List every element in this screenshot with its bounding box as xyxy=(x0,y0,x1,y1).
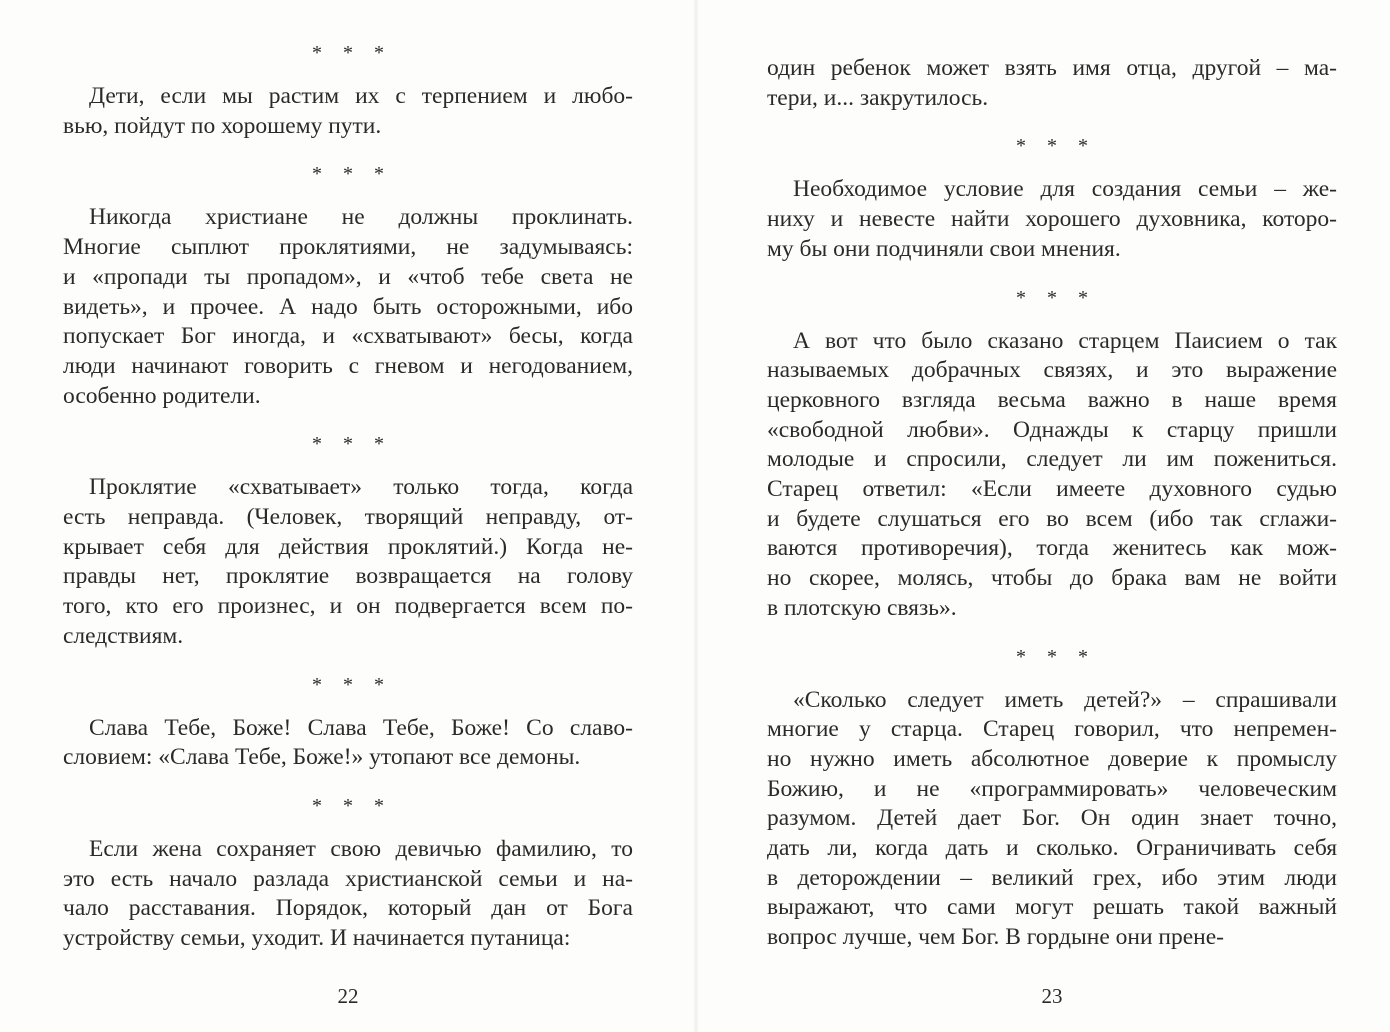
block-spacer xyxy=(767,672,1337,686)
text-line: словием: «Слава Тебе, Боже!» утопают все демоны. xyxy=(63,744,581,771)
text-line: есть неправда. (Человек, творящий неправду, от- xyxy=(63,504,633,531)
text-line: это есть начало разлада христианской семьи и на- xyxy=(63,865,633,892)
text-line: Если жена сохраняет свою девичью фамилию, то xyxy=(89,835,633,862)
block-spacer xyxy=(63,700,633,714)
text-line: и будете слушаться его во всем (ибо так сглажи- xyxy=(767,505,1337,532)
page-number-right: 23 xyxy=(1041,984,1063,1008)
text-line: но нужно иметь абсолютное доверие к промыслу xyxy=(767,745,1337,772)
text-line: вью, пойдут по хорошему пути. xyxy=(63,112,382,139)
text-line: разумом. Детей дает Бог. Он один знает точно, xyxy=(767,805,1337,832)
text-line: Многие сыплют проклятиями, не задумываясь: xyxy=(63,234,633,261)
text-line: Проклятие «схватывает» только тогда, когда xyxy=(89,474,633,501)
block-spacer xyxy=(63,68,633,82)
text-line: выражают, что сами могут решать такой важный xyxy=(767,894,1337,921)
text-line: Старец ответил: «Если имеете духовного судью xyxy=(767,476,1337,503)
block-spacer xyxy=(767,265,1337,283)
text-line: молодые и спросили, следует ли им пожениться. xyxy=(767,446,1337,473)
text-line: дать ли, когда дать и сколько. Ограничивать себя xyxy=(767,835,1337,862)
left-page xyxy=(63,0,633,1032)
paragraph xyxy=(767,54,1337,113)
text-line: Необходимое условие для создания семьи – же- xyxy=(793,176,1337,203)
text-line: видеть», и прочее. А надо быть осторожными, ибо xyxy=(63,293,633,320)
text-line: многие у старца. Старец говорил, что непремен- xyxy=(767,716,1337,743)
text-line: правды нет, проклятие возвращается на голову xyxy=(63,563,633,590)
text-line: Слава Тебе, Боже! Слава Тебе, Боже! Со славо- xyxy=(89,714,633,741)
section-separator: * * * xyxy=(312,42,392,64)
paragraph xyxy=(767,686,1337,953)
text-line: один ребенок может взять имя отца, другой – ма- xyxy=(767,55,1337,81)
block-spacer xyxy=(63,773,633,791)
block-spacer xyxy=(767,624,1337,642)
paragraph xyxy=(63,82,633,141)
text-line: но скорее, молясь, чтобы до брака вам не войти xyxy=(767,565,1337,592)
text-line: А вот что было сказано старцем Паисием о так xyxy=(793,327,1337,354)
book-gutter xyxy=(693,0,699,1032)
block-spacer xyxy=(767,113,1337,131)
block-spacer xyxy=(63,821,633,835)
text-line: особенно родители. xyxy=(63,382,261,409)
paragraph xyxy=(767,327,1337,624)
text-line: того, кто его произнес, и он подвергается всем по- xyxy=(63,593,633,620)
text-line: устройству семьи, уходит. И начинается путаница: xyxy=(63,925,571,952)
text-line: Божию, и не «программировать» человеческим xyxy=(767,775,1337,802)
section-separator: * * * xyxy=(1016,135,1096,158)
block-spacer xyxy=(63,141,633,159)
block-spacer xyxy=(63,459,633,473)
section-separator: * * * xyxy=(1016,645,1096,668)
text-line: называемых добрачных связях, и это выражение xyxy=(767,357,1337,384)
paragraph xyxy=(63,835,633,954)
block-spacer xyxy=(767,161,1337,175)
paragraph xyxy=(63,714,633,773)
section-separator: * * * xyxy=(1016,286,1096,309)
text-line: церковного взгляда весьма важно в наше время xyxy=(767,386,1337,413)
text-line: попускает Бог иногда, и «схватывают» бесы, когда xyxy=(63,323,633,350)
paragraph xyxy=(63,203,633,411)
block-spacer xyxy=(63,652,633,670)
page-number-left: 22 xyxy=(337,984,359,1008)
text-line: крывает себя для действия проклятий.) Когда не- xyxy=(63,533,633,560)
section-separator: * * * xyxy=(312,794,392,817)
text-line: в деторождении – великий грех, ибо этим люди xyxy=(767,864,1337,891)
text-line: ниху и невесте найти хорошего духовника, которо- xyxy=(767,206,1337,233)
text-line: «Сколько следует иметь детей?» – спрашивали xyxy=(793,686,1337,713)
text-line: Дети, если мы растим их с терпением и любо- xyxy=(89,83,633,109)
text-line: в плотскую связь». xyxy=(767,594,957,621)
text-line: тери, и... закрутилось. xyxy=(767,84,989,111)
right-page-content xyxy=(767,54,1337,953)
text-line: му бы они подчиняли свои мнения. xyxy=(767,235,1121,262)
block-spacer xyxy=(63,411,633,429)
text-line: следствиям. xyxy=(63,622,184,649)
text-line: вопрос лучше, чем Бог. В гордыне они прене- xyxy=(767,924,1224,951)
text-line: чало расставания. Порядок, который дан от Бога xyxy=(63,895,633,922)
section-separator: * * * xyxy=(312,433,392,456)
paragraph xyxy=(63,473,633,651)
section-separator: * * * xyxy=(312,673,392,696)
block-spacer xyxy=(767,313,1337,327)
right-page xyxy=(767,0,1337,1032)
paragraph xyxy=(767,175,1337,264)
section-separator: * * * xyxy=(312,163,392,186)
text-line: ваются противоречия), тогда женитесь как мож- xyxy=(767,535,1337,562)
text-line: и «пропади ты пропадом», и «чтоб тебе света не xyxy=(63,263,633,290)
text-line: «свободной любви». Однажды к старцу пришли xyxy=(767,416,1337,443)
block-spacer xyxy=(63,189,633,203)
text-line: люди начинают говорить с гневом и негодованием, xyxy=(63,352,633,379)
text-line: Никогда христиане не должны проклинать. xyxy=(89,204,633,231)
left-page-content xyxy=(63,38,633,954)
